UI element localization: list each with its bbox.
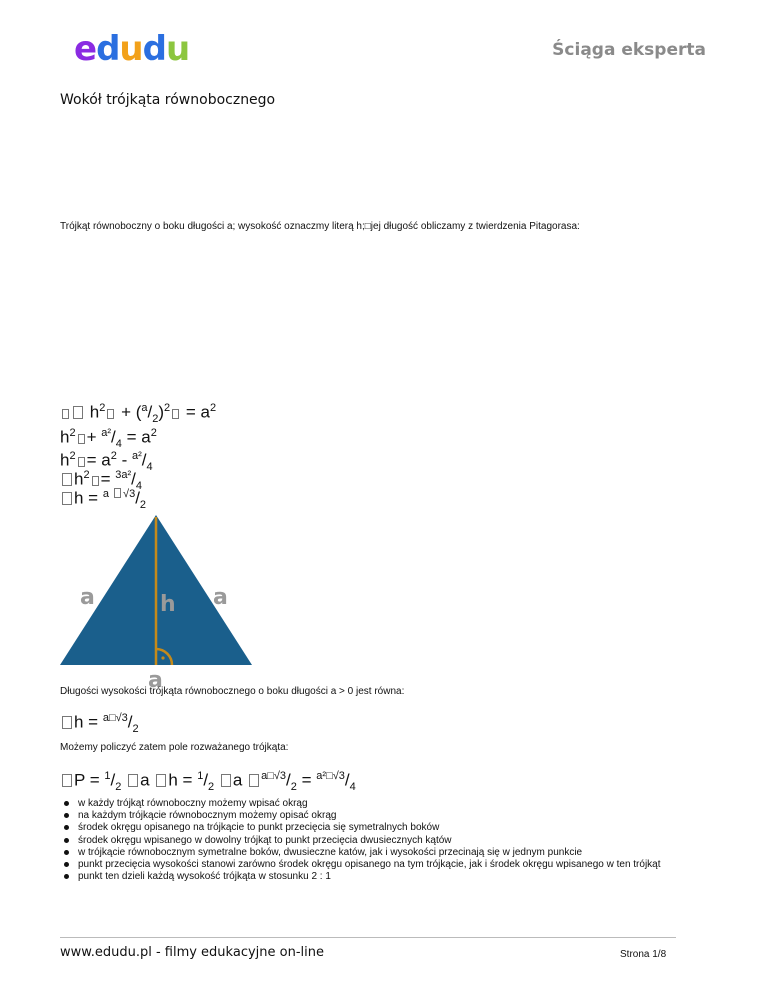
- height-formula: [60, 708, 139, 739]
- formula-token: 3a²: [115, 469, 132, 481]
- formula-token: h: [89, 402, 100, 422]
- formula-token: h: [60, 427, 70, 447]
- formula-token: 2: [210, 402, 217, 414]
- formula-token: √3: [123, 488, 136, 500]
- missing-glyph-icon: [73, 406, 83, 419]
- formula-token: a²: [131, 450, 142, 462]
- missing-glyph-icon: [62, 774, 72, 787]
- logo-letter: e: [74, 29, 97, 69]
- missing-glyph-icon: [78, 434, 85, 444]
- edudu-logo[interactable]: [74, 28, 194, 72]
- formula-line-5: [60, 484, 146, 515]
- area-paragraph: Możemy policzyć zatem pole rozważanego trójkąta:: [60, 742, 289, 753]
- formula-token: a: [141, 402, 148, 414]
- formula-token: /: [110, 770, 116, 790]
- formula-token: a²: [101, 427, 112, 439]
- formula-token: a: [232, 770, 243, 790]
- formula-token: 4: [349, 781, 356, 794]
- height-label: h: [160, 592, 176, 617]
- formula-token: 2: [69, 450, 76, 462]
- formula-token: 4: [135, 480, 143, 493]
- logo-letter: d: [142, 29, 166, 69]
- formula-token: a□√3: [102, 712, 128, 724]
- formula-token: 2: [290, 781, 297, 794]
- svg-text:edudu: [74, 29, 189, 69]
- formula-token: = a: [185, 402, 210, 422]
- logo-letter: u: [119, 29, 143, 69]
- formula-token: /: [286, 770, 291, 790]
- formula-token: a□√3: [261, 770, 287, 782]
- formula-token: /: [147, 402, 153, 422]
- list-item: punkt ten dzieli każdą wysokość trójkąta w stosunku 2 : 1: [60, 871, 661, 883]
- formula-token: 2: [99, 402, 106, 414]
- formula-token: = a: [86, 450, 111, 470]
- missing-glyph-icon: [249, 774, 259, 787]
- base-label: a: [148, 668, 163, 693]
- list-item: punkt przecięcia wysokości stanowi zarówno środek okręgu opisanego na tym trójkącie, jak i środek okręgu wpisanego w ten trójkąt: [60, 859, 661, 871]
- list-item: w każdy trójkąt równoboczny możemy wpisać okrąg: [60, 798, 661, 810]
- list-item: w trójkącie równobocznym symetralne boków, dwusieczne katów, jak i wysokości przecinają się w jednym punkcie: [60, 847, 661, 859]
- formula-token: 2: [132, 723, 139, 736]
- formula-token: 2: [110, 450, 117, 462]
- formula-token: +: [86, 427, 97, 447]
- list-item: środek okręgu opisanego na trójkącie to punkt przecięcia się symetralnych boków: [60, 822, 661, 834]
- page-title: Wokół trójkąta równobocznego: [60, 92, 276, 108]
- list-item: na każdym trójkącie równobocznym możemy opisać okrąg: [60, 810, 661, 822]
- logo-letter: d: [96, 29, 120, 69]
- formula-token: /: [131, 469, 136, 489]
- formula-token: ): [158, 402, 165, 422]
- missing-glyph-icon: [114, 488, 121, 498]
- formula-token: =: [301, 770, 312, 790]
- tagline: Ściąga eksperta: [552, 40, 706, 60]
- footer-site-link[interactable]: www.edudu.pl - filmy edukacyjne on-line: [60, 945, 324, 960]
- formula-token: /: [203, 770, 209, 790]
- page-number: Strona 1/8: [620, 949, 667, 960]
- formula-token: 1: [104, 770, 111, 782]
- triangle-figure: [60, 515, 252, 695]
- missing-glyph-icon: [107, 409, 114, 419]
- formula-token: /: [135, 488, 140, 508]
- formula-token: a: [140, 770, 150, 790]
- formula-token: h =: [168, 770, 193, 790]
- footer-divider: [60, 937, 676, 938]
- formula-token: a: [102, 488, 109, 500]
- formula-token: 1: [197, 770, 204, 782]
- formula-token: P =: [74, 770, 100, 790]
- formula-token: h: [60, 450, 70, 470]
- formula-token: h =: [74, 488, 99, 508]
- formula-token: 4: [115, 438, 122, 451]
- formula-token: = a: [126, 427, 151, 447]
- formula-token: /: [141, 450, 147, 470]
- formula-token: + (: [121, 402, 142, 422]
- formula-token: 2: [152, 413, 159, 426]
- logo-letter: u: [165, 29, 190, 69]
- formula-token: /: [127, 712, 133, 732]
- missing-glyph-icon: [221, 774, 231, 787]
- missing-glyph-icon: [62, 492, 72, 505]
- area-formula: [60, 766, 356, 797]
- missing-glyph-icon: [128, 774, 138, 787]
- missing-glyph-icon: [62, 409, 69, 419]
- formula-token: a²□√3: [316, 770, 345, 782]
- right-angle-dot: [161, 656, 164, 659]
- formula-token: /: [111, 427, 116, 447]
- formula-token: 2: [69, 427, 76, 439]
- formula-token: =: [100, 469, 111, 489]
- formula-token: 2: [115, 781, 122, 794]
- missing-glyph-icon: [62, 716, 72, 729]
- missing-glyph-icon: [156, 774, 166, 787]
- side-label-right: a: [213, 585, 228, 610]
- formula-token: h =: [74, 712, 99, 732]
- list-item: środek okręgu wpisanego w dowolny trójkąt to punkt przecięcia dwusiecznych kątów: [60, 835, 661, 847]
- height-paragraph: Długości wysokości trójkąta równobocznego o boku długości a > 0 jest równa:: [60, 686, 405, 697]
- formula-token: -: [121, 450, 128, 470]
- formula-token: /: [344, 770, 350, 790]
- formula-token: 4: [146, 461, 153, 474]
- formula-token: 2: [208, 781, 215, 794]
- formula-token: 2: [139, 499, 147, 512]
- side-label-left: a: [80, 585, 95, 610]
- properties-list: [60, 798, 661, 883]
- missing-glyph-icon: [172, 409, 179, 419]
- intro-text: Trójkąt równoboczny o boku długości a; wysokość oznaczmy literą h;□jej długość obliczamy z twierdzenia Pitagorasa:: [60, 221, 580, 232]
- formula-token: 2: [83, 469, 90, 481]
- formula-token: 2: [150, 427, 157, 439]
- formula-token: 2: [164, 402, 171, 414]
- formula-token: h: [74, 469, 84, 489]
